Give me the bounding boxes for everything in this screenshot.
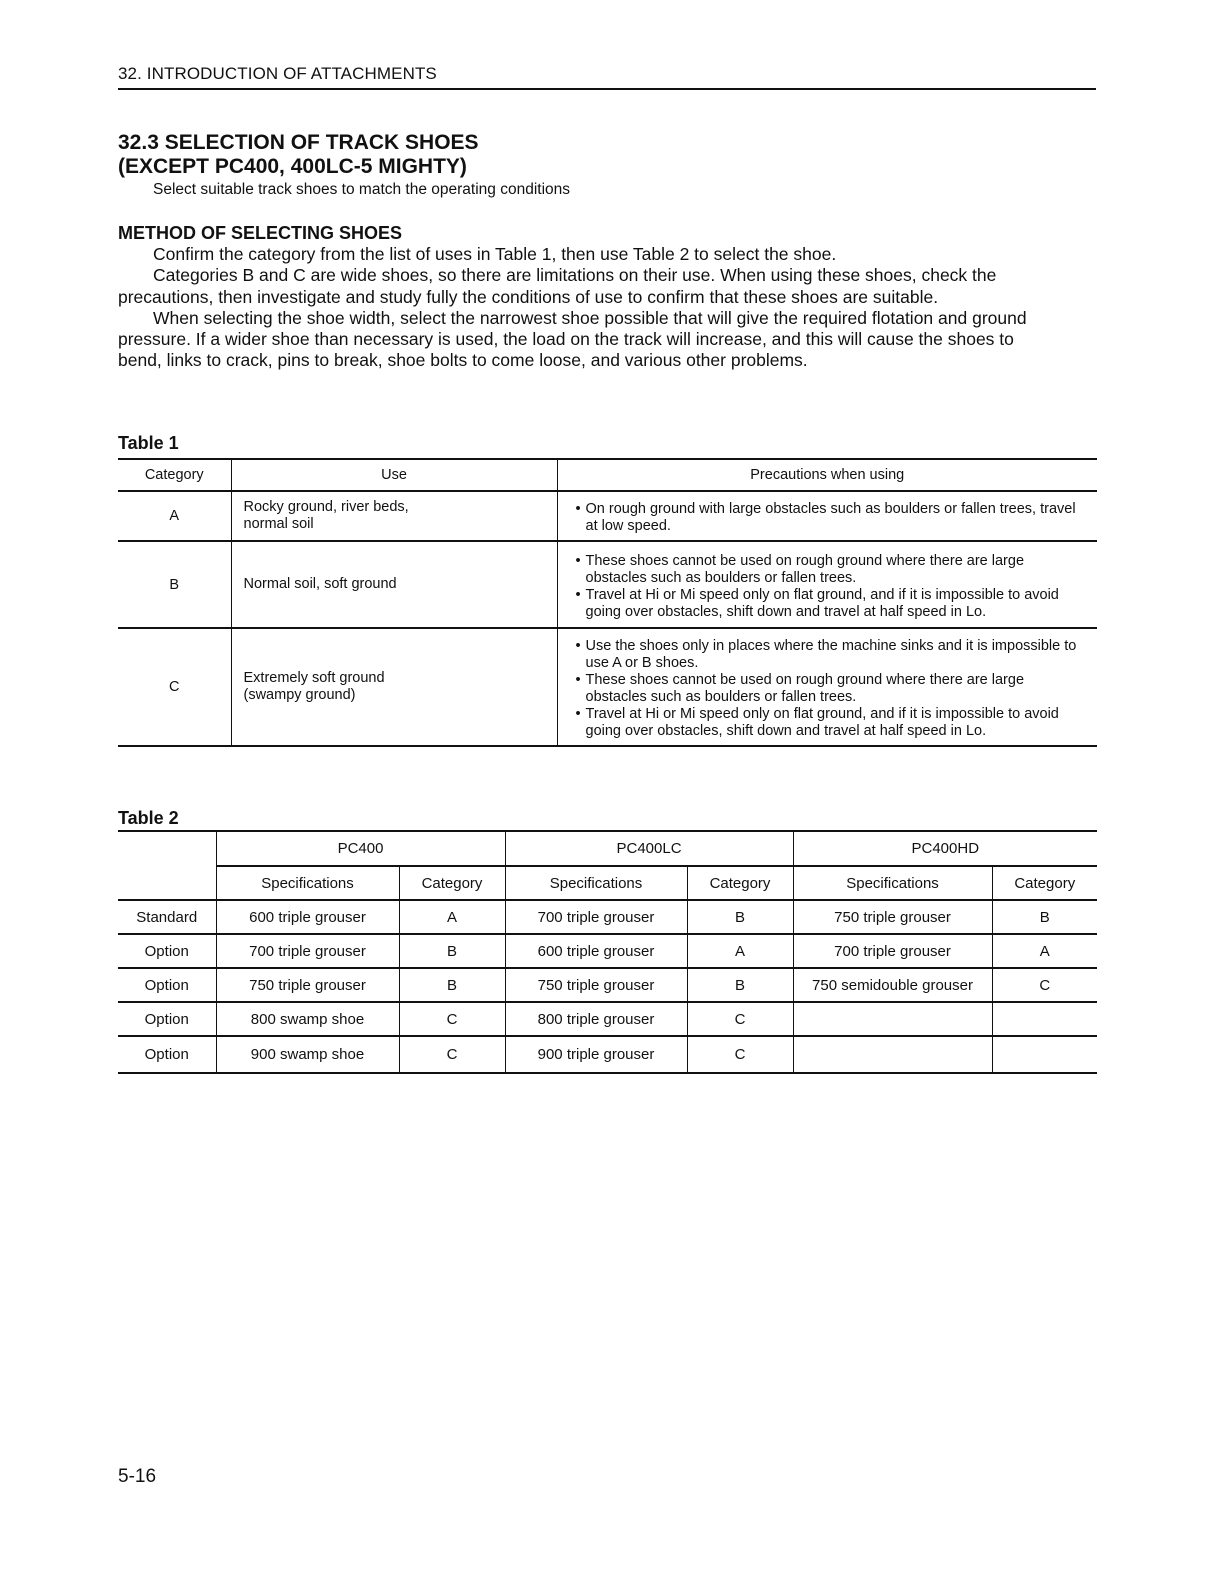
table-row: [118, 1002, 1097, 1036]
table2-cell: 600 triple grouser: [505, 934, 687, 968]
table2-subheader-spec: Specifications: [216, 866, 399, 900]
table1-header-row: [118, 459, 1097, 491]
table2-cell: C: [399, 1036, 505, 1073]
table-row: [118, 1036, 1097, 1073]
table1-precautions: [557, 541, 1097, 628]
table-row: [118, 934, 1097, 968]
precaution-item: • Travel at Hi or Mi speed only on flat ground, and if it is impossible to avoid going over obstacles, shift down and travel at half speed in Lo.: [580, 706, 1078, 740]
section-title: [118, 131, 1018, 179]
table2-subheader-row: [118, 866, 1097, 900]
table1-use-line: Rocky ground, river beds,: [243, 499, 409, 515]
table2-cell: C: [687, 1036, 793, 1073]
table1-precautions: [557, 628, 1097, 746]
method-heading: METHOD OF SELECTING SHOES: [118, 223, 403, 243]
table2-cell: A: [992, 934, 1097, 968]
precaution-item: • On rough ground with large obstacles such as boulders or fallen trees, travel at low speed.: [580, 501, 1078, 535]
table1-use-line: Normal soil, soft ground: [243, 576, 397, 592]
table2-model-row: [118, 831, 1097, 866]
table2-subheader-category: Category: [687, 866, 793, 900]
table1-category: A: [118, 491, 231, 541]
table1-header-precautions: Precautions when using: [557, 459, 1097, 491]
table1-header-category: Category: [118, 459, 231, 491]
table1-category: B: [118, 541, 231, 628]
method-paragraph: Confirm the category from the list of uses in Table 1, then use Table 2 to select the shoe.: [153, 244, 837, 264]
table1-label: Table 1: [118, 433, 179, 453]
table2-cell: [992, 1036, 1097, 1073]
table-row: [118, 900, 1097, 934]
table2-cell: 750 triple grouser: [793, 900, 992, 934]
table-row: [118, 491, 1097, 541]
section-title-line2: (EXCEPT PC400, 400LC-5 MIGHTY): [118, 155, 467, 178]
table2-row-label: Standard: [118, 900, 216, 934]
table1-use-line: (swampy ground): [243, 687, 356, 703]
table-row: [118, 541, 1097, 628]
precaution-item: • Use the shoes only in places where the machine sinks and it is impossible to use A or B shoes.: [580, 638, 1078, 672]
table2-row-label: Option: [118, 934, 216, 968]
table2-subheader-category: Category: [992, 866, 1097, 900]
table1: [118, 458, 1097, 747]
table2-cell: 750 semidouble grouser: [793, 968, 992, 1002]
page-number: 5-16: [118, 1466, 157, 1487]
method-paragraph: When selecting the shoe width, select the narrowest shoe possible that will give the required flotation and ground pressure. If a wider shoe than necessary is used, the load on the track will increase, and this will cause the shoes to bend, links to crack, pins to break, shoe bolts to come loose, and various other problems.: [118, 307, 1027, 371]
table2-model-header: PC400HD: [793, 831, 1097, 866]
table2-cell: [992, 1002, 1097, 1036]
table2-row-label: Option: [118, 1002, 216, 1036]
table1-use-line: Extremely soft ground: [243, 670, 385, 686]
table2-row-label: Option: [118, 1036, 216, 1073]
table2-cell: B: [992, 900, 1097, 934]
table-row: [118, 628, 1097, 746]
table2-row-label: Option: [118, 968, 216, 1002]
table2-subheader-spec: Specifications: [505, 866, 687, 900]
table2-cell: 600 triple grouser: [216, 900, 399, 934]
table2-subheader-category: Category: [399, 866, 505, 900]
table1-use: [231, 491, 557, 541]
table2-cell: B: [687, 900, 793, 934]
table2-cell: 750 triple grouser: [216, 968, 399, 1002]
table2-model-header: PC400LC: [505, 831, 793, 866]
table2-subheader-spec: Specifications: [793, 866, 992, 900]
table1-header-use: Use: [231, 459, 557, 491]
precaution-item: • These shoes cannot be used on rough ground where there are large obstacles such as boulders or fallen trees.: [580, 672, 1078, 706]
table1-category: C: [118, 628, 231, 746]
table1-use: [231, 541, 557, 628]
section-title-line1: 32.3 SELECTION OF TRACK SHOES: [118, 131, 479, 154]
table2-cell: 700 triple grouser: [505, 900, 687, 934]
page-header: 32. INTRODUCTION OF ATTACHMENTS: [118, 64, 1096, 90]
table2-cell: B: [399, 934, 505, 968]
table2-cell: 700 triple grouser: [216, 934, 399, 968]
table1-use-line: normal soil: [243, 516, 314, 532]
table2-cell: 900 swamp shoe: [216, 1036, 399, 1073]
method-paragraph: Categories B and C are wide shoes, so there are limitations on their use. When using these shoes, check the precautions, then investigate and study fully the conditions of use to confirm that these shoes are suitable.: [118, 265, 997, 307]
table2-cell: A: [687, 934, 793, 968]
table2-cell: 700 triple grouser: [793, 934, 992, 968]
table2-model-header: PC400: [216, 831, 505, 866]
table1-use: [231, 628, 557, 746]
table2-cell: C: [687, 1002, 793, 1036]
section-subtitle: Select suitable track shoes to match the operating conditions: [153, 181, 571, 198]
table2-cell: B: [687, 968, 793, 1002]
table2-cell: [793, 1036, 992, 1073]
table2-cell: B: [399, 968, 505, 1002]
precaution-item: • Travel at Hi or Mi speed only on flat ground, and if it is impossible to avoid going over obstacles, shift down and travel at half speed in Lo.: [580, 587, 1078, 621]
method-body: [118, 244, 1033, 372]
table2: [118, 830, 1097, 1074]
table1-precautions: [557, 491, 1097, 541]
table2-corner: [118, 831, 216, 866]
table-row: [118, 968, 1097, 1002]
table2-cell: 900 triple grouser: [505, 1036, 687, 1073]
table2-cell: [793, 1002, 992, 1036]
table2-corner: [118, 866, 216, 900]
table2-label: Table 2: [118, 808, 179, 828]
table2-cell: 800 swamp shoe: [216, 1002, 399, 1036]
table2-cell: C: [992, 968, 1097, 1002]
table2-cell: 750 triple grouser: [505, 968, 687, 1002]
table2-cell: 800 triple grouser: [505, 1002, 687, 1036]
table2-cell: C: [399, 1002, 505, 1036]
precaution-item: • These shoes cannot be used on rough ground where there are large obstacles such as boulders or fallen trees.: [580, 553, 1078, 587]
table2-cell: A: [399, 900, 505, 934]
